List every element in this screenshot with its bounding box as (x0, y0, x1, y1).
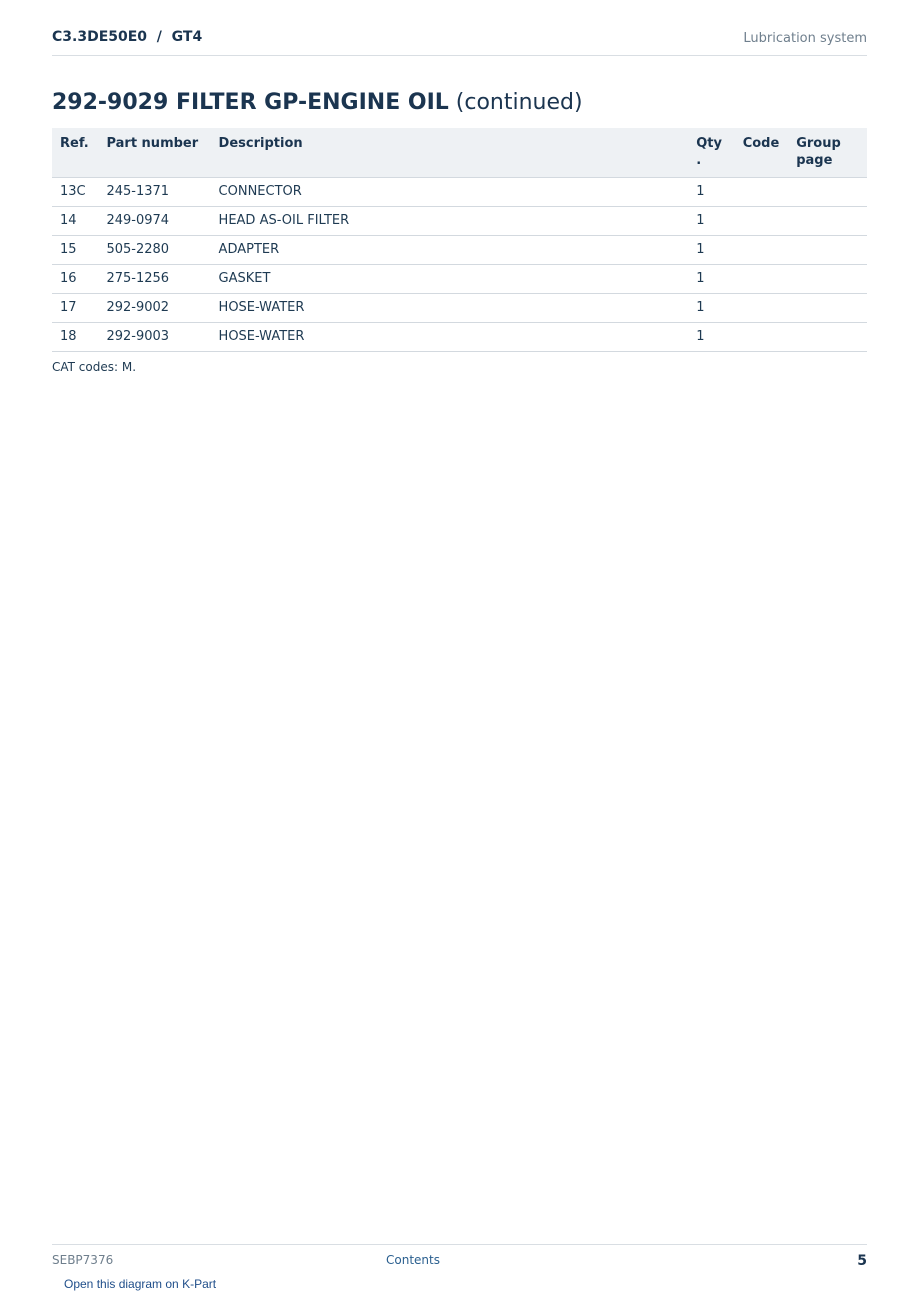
table-row (52, 265, 867, 294)
cell-description: HOSE-WATER (211, 294, 689, 323)
cell-qty: 1 (688, 323, 734, 352)
kpart-link[interactable]: Open this diagram on K-Part (64, 1277, 217, 1291)
cell-description: ADAPTER (211, 236, 689, 265)
cell-code (735, 323, 789, 352)
page-header (52, 0, 867, 56)
cell-qty: 1 (688, 236, 734, 265)
col-header-code: Code (735, 128, 789, 178)
cell-code (735, 178, 789, 207)
cell-group-page (788, 323, 867, 352)
table-row (52, 236, 867, 265)
col-header-group-page (788, 128, 867, 178)
page-title (52, 90, 583, 115)
page-footer (52, 1244, 867, 1301)
cell-part-number: 505-2280 (98, 236, 210, 265)
cell-qty: 1 (688, 207, 734, 236)
cell-code (735, 265, 789, 294)
cell-group-page (788, 178, 867, 207)
table-row (52, 323, 867, 352)
cell-ref: 14 (52, 207, 98, 236)
cell-code (735, 207, 789, 236)
cell-qty: 1 (688, 294, 734, 323)
cell-description: GASKET (211, 265, 689, 294)
cell-code (735, 236, 789, 265)
table-header-row (52, 128, 867, 178)
table-row (52, 178, 867, 207)
cell-group-page (788, 236, 867, 265)
parts-table (52, 128, 867, 352)
cell-ref: 18 (52, 323, 98, 352)
title-suffix: (continued) (455, 90, 583, 115)
part-group-title: 292-9029 FILTER GP-ENGINE OIL (52, 90, 449, 115)
cell-description: CONNECTOR (211, 178, 689, 207)
col-header-group-line1: Group (796, 136, 841, 151)
col-header-part-number: Part number (98, 128, 210, 178)
col-header-description: Description (211, 128, 689, 178)
cell-part-number: 292-9003 (98, 323, 210, 352)
table-row (52, 294, 867, 323)
cell-code (735, 294, 789, 323)
cell-group-page (788, 265, 867, 294)
cell-description: HOSE-WATER (211, 323, 689, 352)
cell-qty: 1 (688, 265, 734, 294)
col-header-qty-line2: . (696, 153, 702, 168)
contents-link[interactable]: Contents (386, 1253, 440, 1267)
cat-codes-note: CAT codes: M. (52, 360, 137, 374)
col-header-qty (688, 128, 734, 178)
cell-part-number: 249-0974 (98, 207, 210, 236)
cell-ref: 13C (52, 178, 98, 207)
cell-qty: 1 (688, 178, 734, 207)
cell-ref: 17 (52, 294, 98, 323)
cell-part-number: 292-9002 (98, 294, 210, 323)
cell-ref: 16 (52, 265, 98, 294)
page-number: 5 (857, 1253, 867, 1269)
cell-part-number: 275-1256 (98, 265, 210, 294)
col-header-qty-line1: Qty (696, 136, 722, 151)
col-header-group-line2: page (796, 153, 833, 168)
cell-group-page (788, 294, 867, 323)
doc-number: SEBP7376 (52, 1253, 114, 1267)
cell-group-page (788, 207, 867, 236)
section-label: Lubrication system (743, 31, 867, 46)
model-label: C3.3DE50E0 / GT4 (52, 29, 203, 45)
cell-part-number: 245-1371 (98, 178, 210, 207)
table-row (52, 207, 867, 236)
cell-description: HEAD AS-OIL FILTER (211, 207, 689, 236)
cell-ref: 15 (52, 236, 98, 265)
col-header-ref: Ref. (52, 128, 98, 178)
